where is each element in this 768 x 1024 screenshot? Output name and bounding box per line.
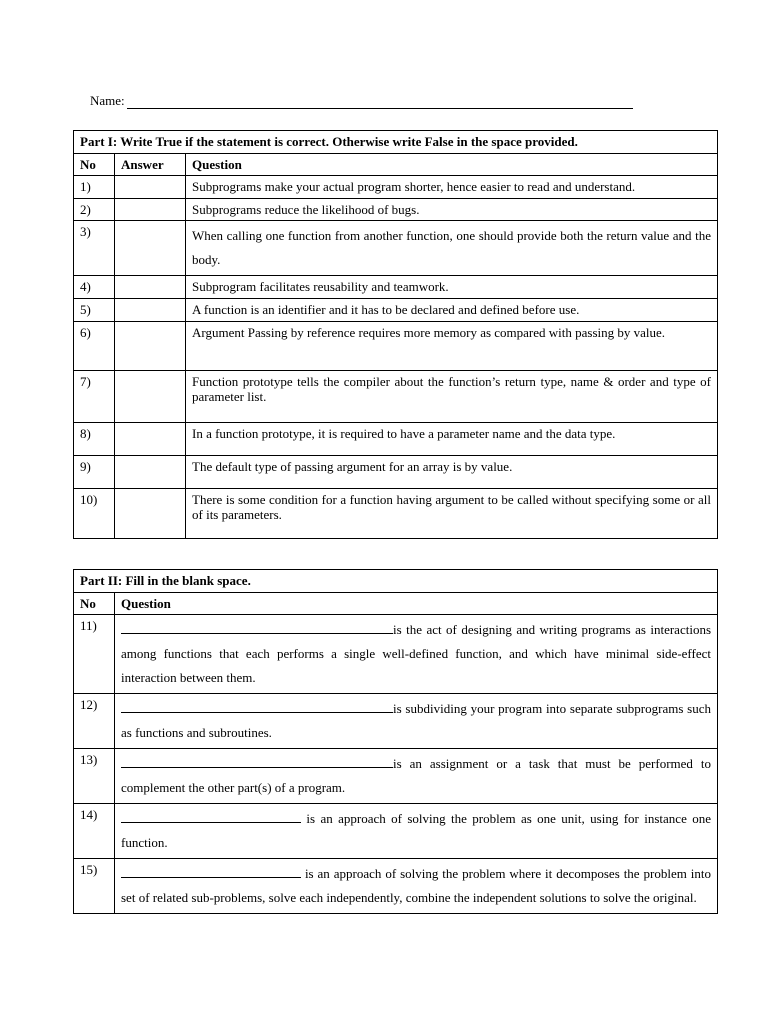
col-no-header: No (74, 592, 115, 615)
table-row (74, 321, 718, 370)
row-number: 9) (74, 455, 115, 488)
row-number: 6) (74, 321, 115, 370)
question-text: is the act of designing and writing programs as interactions among functions that each performs a single well-defined function, and which have minimal side-effect interaction between them. (121, 622, 711, 686)
row-number: 11) (74, 615, 115, 694)
row-number: 7) (74, 370, 115, 422)
question-text: Subprogram facilitates reusability and teamwork. (186, 276, 718, 299)
answer-cell[interactable] (115, 455, 186, 488)
table-row (74, 615, 718, 694)
part2-title: Part II: Fill in the blank space. (74, 570, 718, 593)
table-row (74, 298, 718, 321)
table-row (74, 198, 718, 221)
table-row (74, 859, 718, 914)
question-text: There is some condition for a function having argument to be called without specifying some or all of its parameters. (186, 488, 718, 538)
question-text: is an approach of solving the problem as one unit, using for instance one function. (121, 811, 711, 851)
name-blank-line[interactable] (127, 95, 633, 109)
row-number: 13) (74, 749, 115, 804)
question-text: is an approach of solving the problem where it decomposes the problem into set of related sub-problems, solve each independently, combine the independent solutions to solve the original. (121, 866, 711, 906)
answer-cell[interactable] (115, 370, 186, 422)
row-number: 1) (74, 176, 115, 199)
part1-title-row (74, 131, 718, 154)
table-row (74, 221, 718, 276)
table-row (74, 749, 718, 804)
answer-cell[interactable] (115, 321, 186, 370)
answer-cell[interactable] (115, 298, 186, 321)
table-row (74, 455, 718, 488)
answer-cell[interactable] (115, 422, 186, 455)
table-row (74, 176, 718, 199)
answer-blank[interactable] (121, 700, 393, 713)
row-number: 14) (74, 804, 115, 859)
question-text: The default type of passing argument for an array is by value. (186, 455, 718, 488)
answer-blank[interactable] (121, 755, 393, 768)
table-row (74, 804, 718, 859)
part1-table (73, 130, 718, 539)
answer-cell[interactable] (115, 488, 186, 538)
question-cell (115, 615, 718, 694)
answer-cell[interactable] (115, 221, 186, 276)
row-number: 3) (74, 221, 115, 276)
question-cell (115, 749, 718, 804)
col-answer-header: Answer (115, 153, 186, 176)
col-question-header: Question (186, 153, 718, 176)
question-text: When calling one function from another function, one should provide both the return value and the body. (186, 221, 718, 276)
answer-cell[interactable] (115, 276, 186, 299)
part1-header-row (74, 153, 718, 176)
answer-blank[interactable] (121, 865, 301, 878)
question-text: A function is an identifier and it has to be declared and defined before use. (186, 298, 718, 321)
part1-title: Part I: Write True if the statement is correct. Otherwise write False in the space provided. (74, 131, 718, 154)
question-text: Subprograms reduce the likelihood of bugs. (186, 198, 718, 221)
question-text: Function prototype tells the compiler about the function’s return type, name & order and type of parameter list. (186, 370, 718, 422)
name-label: Name: (90, 93, 125, 108)
table-row (74, 422, 718, 455)
row-number: 10) (74, 488, 115, 538)
row-number: 15) (74, 859, 115, 914)
row-number: 12) (74, 694, 115, 749)
question-cell (115, 804, 718, 859)
question-cell (115, 694, 718, 749)
part2-header-row (74, 592, 718, 615)
question-cell (115, 859, 718, 914)
row-number: 5) (74, 298, 115, 321)
part2-title-row (74, 570, 718, 593)
row-number: 4) (74, 276, 115, 299)
question-text: Subprograms make your actual program shorter, hence easier to read and understand. (186, 176, 718, 199)
col-question-header: Question (115, 592, 718, 615)
question-text: Argument Passing by reference requires more memory as compared with passing by value. (186, 321, 718, 370)
question-text: is subdividing your program into separate subprograms such as functions and subroutines. (121, 701, 711, 741)
col-no-header: No (74, 153, 115, 176)
answer-cell[interactable] (115, 176, 186, 199)
question-text: In a function prototype, it is required to have a parameter name and the data type. (186, 422, 718, 455)
table-row (74, 694, 718, 749)
name-field-row (90, 93, 633, 109)
part2-table (73, 569, 718, 914)
table-row (74, 370, 718, 422)
answer-blank[interactable] (121, 621, 393, 634)
row-number: 8) (74, 422, 115, 455)
answer-cell[interactable] (115, 198, 186, 221)
table-row (74, 276, 718, 299)
table-row (74, 488, 718, 538)
row-number: 2) (74, 198, 115, 221)
question-text: is an assignment or a task that must be performed to complement the other part(s) of a program. (121, 756, 711, 796)
answer-blank[interactable] (121, 810, 301, 823)
